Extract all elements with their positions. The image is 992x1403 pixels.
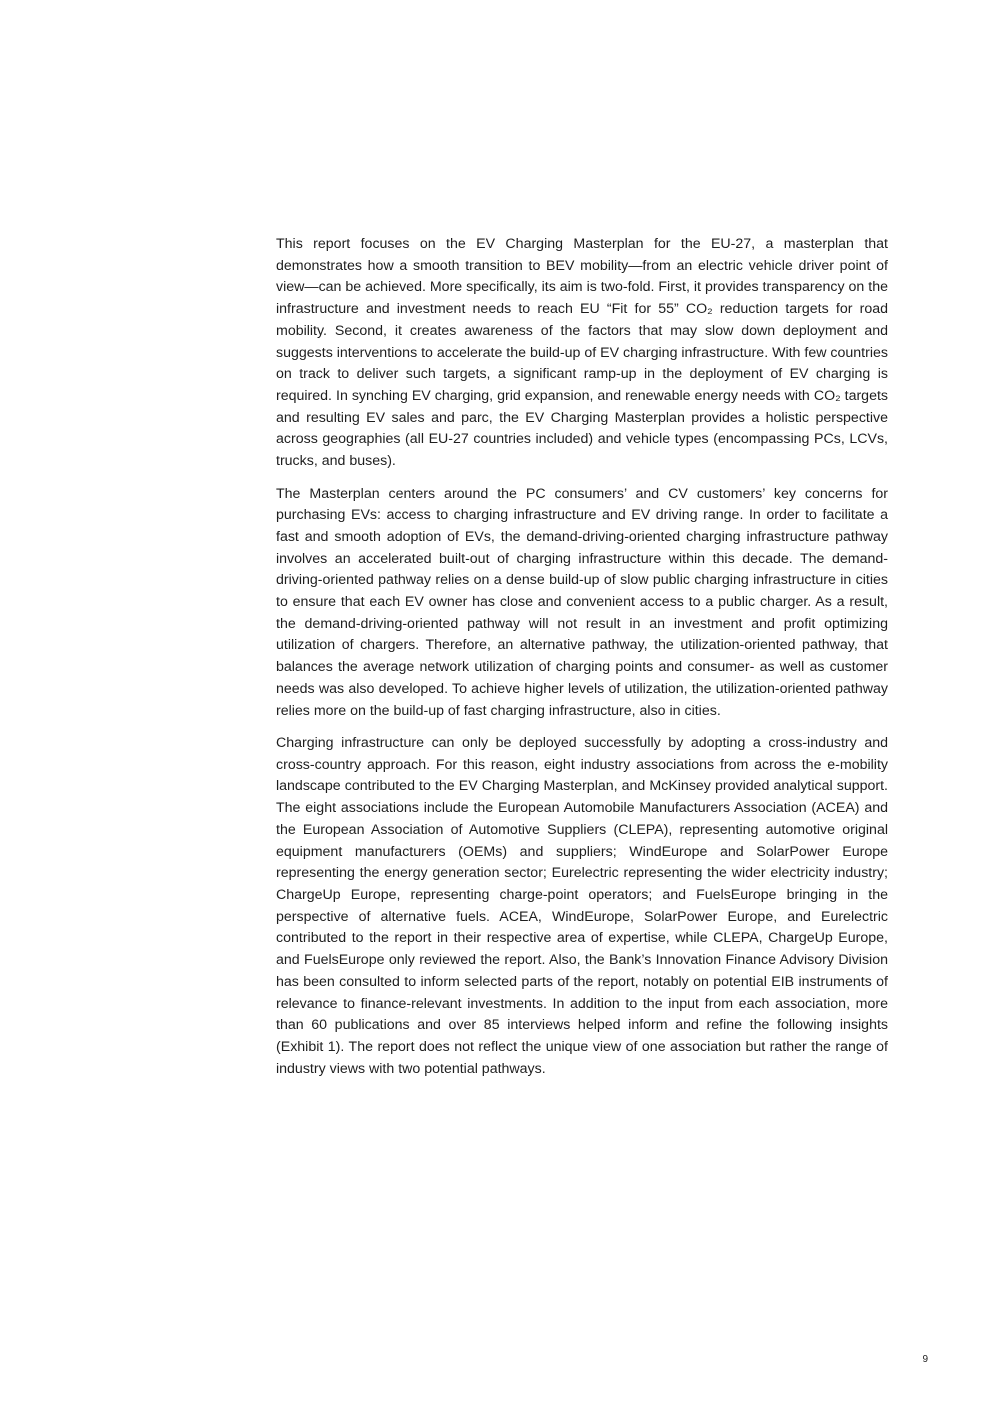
paragraph-masterplan-concerns: The Masterplan centers around the PC consumers’ and CV customers’ key concerns for purchasing EVs: access to charging infrastructure and EV driving range. In order to facilitate a fast and smooth adoption of EVs, the demand-driving-oriented charging infrastructure pathway involves an accelerated built-out of charging infrastructure within this decade. The demand-driving-oriented pathway relies on a dense build-up of slow public charging infrastructure in cities to ensure that each EV owner has close and convenient access to a public charger. As a result, the demand-driving-oriented pathway will not result in an investment and profit optimizing utilization of chargers. Therefore, an alternative pathway, the utilization-oriented pathway, that balances the average network utilization of charging points and consumer- as well as customer needs was also developed. To achieve higher levels of utilization, the utilization-oriented pathway relies more on the build-up of fast charging infrastructure, also in cities. — [276, 485, 888, 719]
paragraph-intro: This report focuses on the EV Charging Masterplan for the EU-27, a masterplan that demonstrates how a smooth transition to BEV mobility—from an electric vehicle driver point of view—can be achieved. More specifically, its aim is two-fold. First, it provides transparency on the infrastructure and investment needs to reach EU “Fit for 55” CO₂ reduction targets for road mobility. Second, it creates awareness of the factors that may slow down deployment and suggests interventions to accelerate the build-up of EV charging infrastructure. With few countries on track to deliver such targets, a significant ramp-up in the deployment of EV charging is required. In synching EV charging, grid expansion, and renewable energy needs with CO₂ targets and resulting EV sales and parc, the EV Charging Masterplan provides a holistic perspective across geographies (all EU-27 countries included) and vehicle types (encompassing PCs, LCVs, trucks, and buses). — [276, 236, 888, 470]
page-number: 9 — [922, 1354, 928, 1365]
body-text — [276, 234, 888, 1091]
paragraph-associations: Charging infrastructure can only be deployed successfully by adopting a cross-industry and cross-country approach. For this reason, eight industry associations from across the e-mobility landscape contributed to the EV Charging Masterplan, and McKinsey provided analytical support. The eight associations include the European Automobile Manufacturers Association (ACEA) and the European Association of Automotive Suppliers (CLEPA), representing automotive original equipment manufacturers (OEMs) and suppliers; WindEurope and SolarPower Europe representing the energy generation sector; Eurelectric representing the wider electricity industry; ChargeUp Europe, representing charge-point operators; and FuelsEurope bringing in the perspective of alternative fuels. ACEA, WindEurope, SolarPower Europe, and Eurelectric contributed to the report in their respective area of expertise, while CLEPA, ChargeUp Europe, and FuelsEurope only reviewed the report. Also, the Bank’s Innovation Finance Advisory Division has been consulted to inform selected parts of the report, notably on potential EIB instruments of relevance to finance-relevant investments. In addition to the input from each association, more than 60 publications and over 85 interviews helped inform and refine the following insights (Exhibit 1). The report does not reflect the unique view of one association but rather the range of industry views with two potential pathways. — [276, 735, 888, 1077]
